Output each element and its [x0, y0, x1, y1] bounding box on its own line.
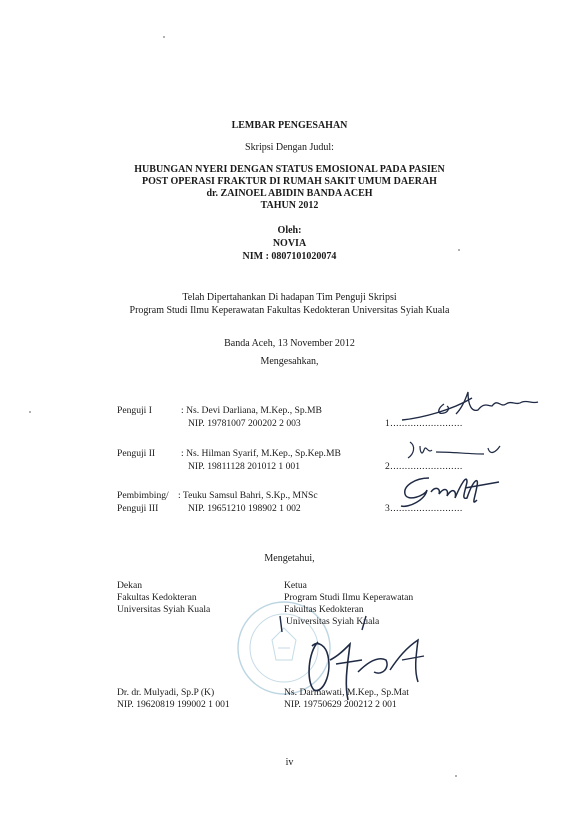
head-title: Ketua — [284, 580, 307, 591]
page-number: iv — [285, 757, 294, 768]
acknowledged-label: Mengetahui, — [264, 553, 315, 564]
signature-examiner-2 — [392, 438, 512, 466]
approved-label: Mengesahkan, — [260, 356, 319, 367]
thesis-title-line: POST OPERASI FRAKTUR DI RUMAH SAKIT UMUM DAERAH — [142, 176, 437, 187]
author-name: NOVIA — [272, 238, 307, 249]
head-university: Universitas Syiah Kuala — [286, 616, 380, 627]
dean-name: Dr. dr. Mulyadi, Sp.P (K) — [117, 687, 215, 698]
signature-head — [278, 612, 428, 702]
dean-faculty: Fakultas Kedokteran — [117, 592, 197, 603]
scan-speck — [455, 775, 457, 777]
examiner-role: Penguji II — [117, 448, 156, 459]
page-title: LEMBAR PENGESAHAN — [231, 120, 348, 131]
head-program: Program Studi Ilmu Keperawatan — [284, 592, 414, 603]
examiner-name: : Teuku Samsul Bahri, S.Kp., MNSc — [178, 490, 318, 501]
examiner-nip: NIP. 19811128 201012 1 001 — [188, 461, 301, 472]
examiner-nip: NIP. 19651210 198902 1 002 — [188, 503, 301, 514]
dean-university: Universitas Syiah Kuala — [117, 604, 211, 615]
author-nim: NIM : 0807101020074 — [242, 251, 337, 262]
thesis-title-line: TAHUN 2012 — [260, 200, 319, 211]
dean-nip: NIP. 19620819 199002 1 001 — [117, 699, 230, 710]
thesis-title-line: dr. ZAINOEL ABIDIN BANDA ACEH — [206, 188, 373, 199]
head-nip: NIP. 19750629 200212 2 001 — [284, 699, 397, 710]
dean-title: Dekan — [117, 580, 143, 591]
signature-line: 1......................... — [385, 418, 463, 429]
signature-examiner-3 — [395, 472, 505, 514]
page-subtitle: Skripsi Dengan Judul: — [245, 142, 334, 153]
by-label: Oleh: — [277, 225, 302, 236]
examiner-role: Pembimbing/ — [117, 490, 169, 501]
scan-speck — [163, 36, 165, 38]
place-date: Banda Aceh, 13 November 2012 — [224, 338, 355, 349]
examiner-role: Penguji III — [117, 503, 159, 514]
head-faculty: Fakultas Kedokteran — [284, 604, 364, 615]
examiner-name: : Ns. Hilman Syarif, M.Kep., Sp.Kep.MB — [181, 448, 341, 459]
thesis-title-line: HUBUNGAN NYERI DENGAN STATUS EMOSIONAL PADA PASIEN — [134, 164, 445, 175]
signature-line: 3......................... — [385, 503, 463, 514]
defense-line: Program Studi Ilmu Keperawatan Fakultas Kedokteran Universitas Syiah Kuala — [129, 305, 450, 316]
signature-examiner-1 — [392, 388, 542, 428]
examiner-nip: NIP. 19781007 200202 2 003 — [188, 418, 301, 429]
defense-line: Telah Dipertahankan Di hadapan Tim Penguji Skripsi — [182, 292, 397, 303]
scan-speck — [29, 411, 31, 413]
head-name: Ns. Darmawati, M.Kep., Sp.Mat — [284, 687, 409, 698]
examiner-name: : Ns. Devi Darliana, M.Kep., Sp.MB — [181, 405, 322, 416]
signature-line: 2......................... — [385, 461, 463, 472]
examiner-role: Penguji I — [117, 405, 152, 416]
